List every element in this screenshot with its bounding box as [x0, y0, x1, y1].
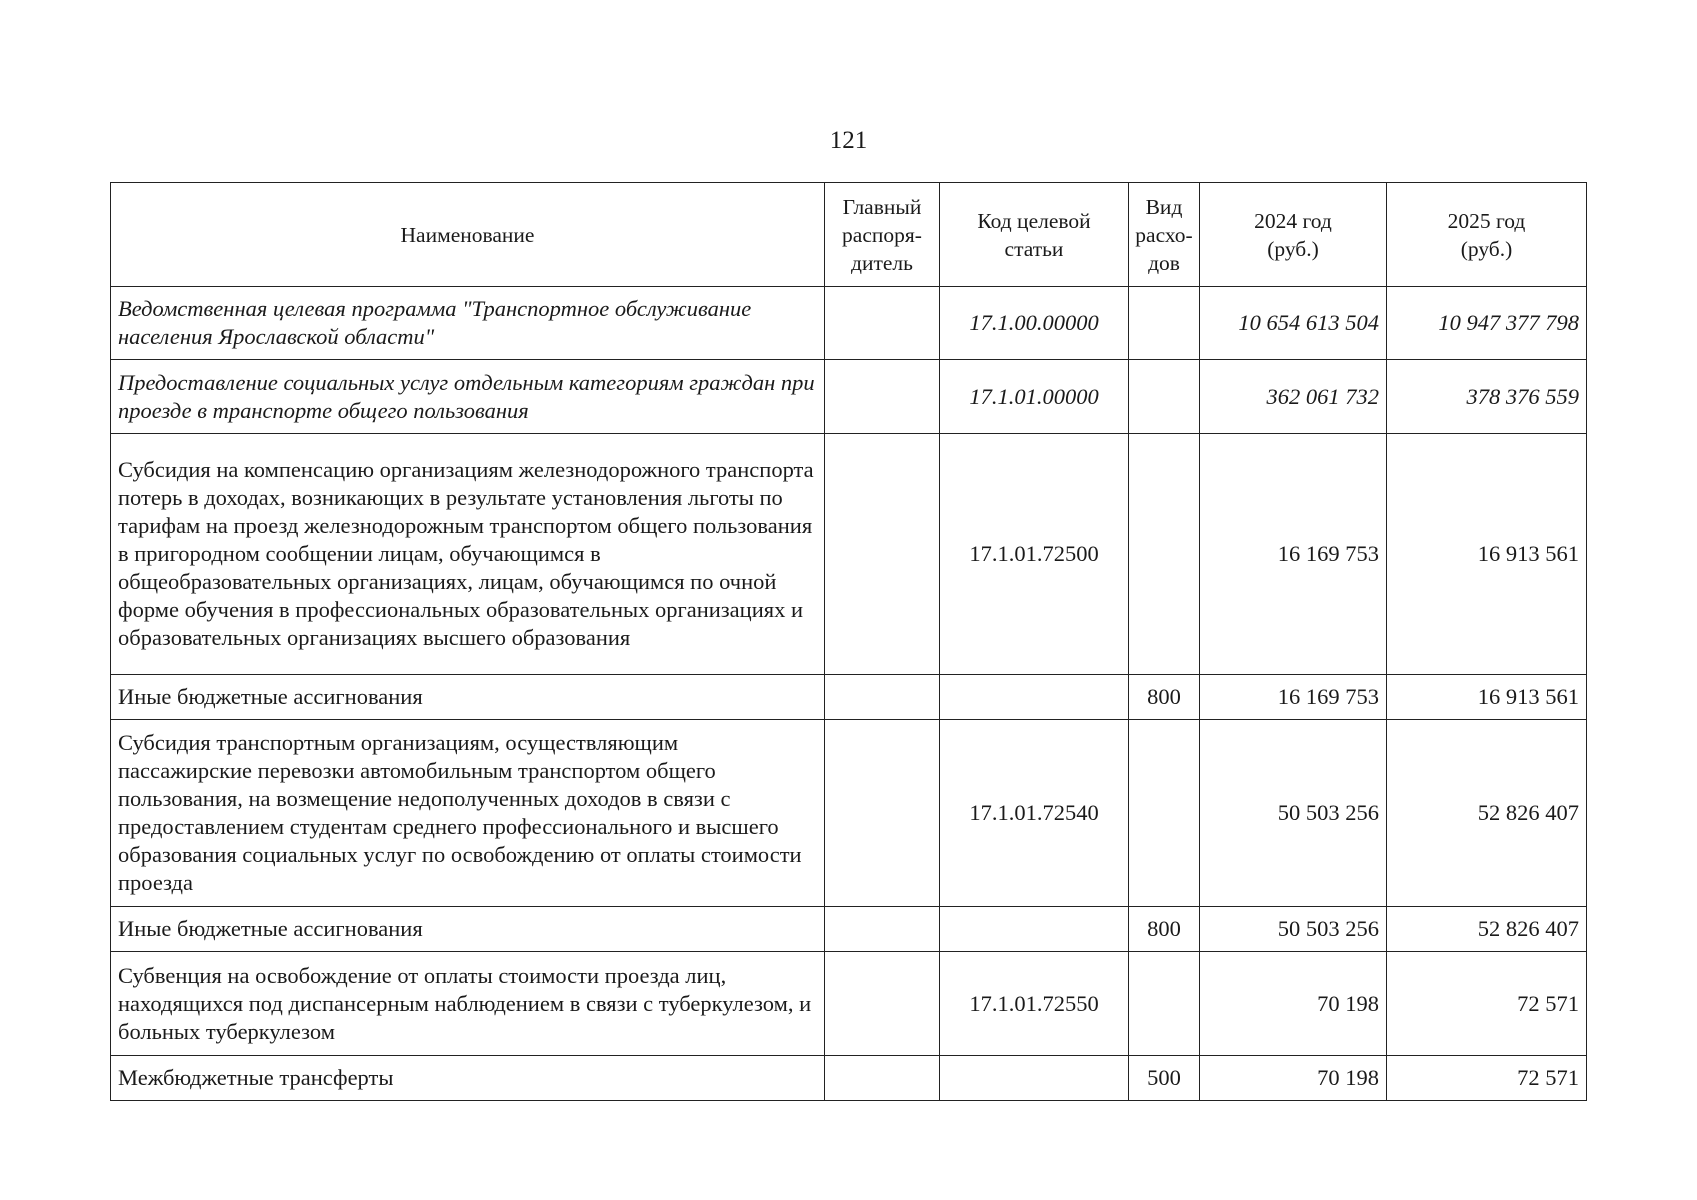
row-kind [1129, 952, 1200, 1056]
row-2025: 52 826 407 [1387, 720, 1587, 907]
row-2025: 72 571 [1387, 952, 1587, 1056]
row-2024: 362 061 732 [1200, 360, 1387, 434]
table-row [111, 675, 1587, 720]
table-row [111, 1056, 1587, 1101]
column-header-manager: Главный распоря- дитель [825, 183, 940, 287]
row-name: Иные бюджетные ассигнования [111, 675, 825, 720]
row-2025: 10 947 377 798 [1387, 287, 1587, 360]
page-number: 121 [829, 127, 868, 154]
table-row [111, 434, 1587, 675]
column-header-kind: Вид расхо- дов [1129, 183, 1200, 287]
row-2024: 16 169 753 [1200, 434, 1387, 675]
row-code: 17.1.01.72550 [940, 952, 1129, 1056]
row-name: Субсидия транспортным организациям, осуществляющим пассажирские перевозки автомобильным транспортом общего пользования, на возмещение недополученных доходов в связи с предоставлением студентам среднего профессионального и высшего образования социальных услуг по освобождению от оплаты стоимости проезда [111, 720, 825, 907]
table-row [111, 287, 1587, 360]
row-kind [1129, 720, 1200, 907]
row-kind: 800 [1129, 907, 1200, 952]
table-row [111, 720, 1587, 907]
row-name: Межбюджетные трансферты [111, 1056, 825, 1101]
row-manager [825, 907, 940, 952]
budget-table [110, 182, 1587, 1101]
row-2024: 50 503 256 [1200, 720, 1387, 907]
column-header-2024: 2024 год (руб.) [1200, 183, 1387, 287]
row-2025: 378 376 559 [1387, 360, 1587, 434]
row-code: 17.1.01.00000 [940, 360, 1129, 434]
row-manager [825, 360, 940, 434]
row-code [940, 675, 1129, 720]
row-code [940, 1056, 1129, 1101]
row-code: 17.1.01.72540 [940, 720, 1129, 907]
row-kind [1129, 434, 1200, 675]
row-code: 17.1.01.72500 [940, 434, 1129, 675]
row-2024: 70 198 [1200, 1056, 1387, 1101]
row-2025: 16 913 561 [1387, 675, 1587, 720]
row-2024: 16 169 753 [1200, 675, 1387, 720]
row-manager [825, 1056, 940, 1101]
row-manager [825, 287, 940, 360]
row-2025: 72 571 [1387, 1056, 1587, 1101]
row-manager [825, 952, 940, 1056]
row-name: Субвенция на освобождение от оплаты стоимости проезда лиц, находящихся под диспансерным наблюдением в связи с туберкулезом, и больных туберкулезом [111, 952, 825, 1056]
table-row [111, 907, 1587, 952]
row-manager [825, 675, 940, 720]
row-name: Иные бюджетные ассигнования [111, 907, 825, 952]
row-2024: 10 654 613 504 [1200, 287, 1387, 360]
row-kind [1129, 360, 1200, 434]
row-name: Предоставление социальных услуг отдельным категориям граждан при проезде в транспорте общего пользования [111, 360, 825, 434]
row-2025: 52 826 407 [1387, 907, 1587, 952]
row-kind: 500 [1129, 1056, 1200, 1101]
row-2024: 50 503 256 [1200, 907, 1387, 952]
row-name: Ведомственная целевая программа "Транспортное обслуживание населения Ярославской области" [111, 287, 825, 360]
row-2025: 16 913 561 [1387, 434, 1587, 675]
row-2024: 70 198 [1200, 952, 1387, 1056]
table-header-row [111, 183, 1587, 287]
table-row [111, 360, 1587, 434]
row-kind [1129, 287, 1200, 360]
column-header-2025: 2025 год (руб.) [1387, 183, 1587, 287]
row-name: Субсидия на компенсацию организациям железнодорожного транспорта потерь в доходах, возникающих в результате установления льготы по тарифам на проезд железнодорожным транспортом общего пользования в пригородном сообщении лицам, обучающимся в общеобразовательных организациях, лицам, обучающимся по очной форме обучения в профессиональных образовательных организациях и образовательных организациях высшего образования [111, 434, 825, 675]
row-manager [825, 434, 940, 675]
row-code: 17.1.00.00000 [940, 287, 1129, 360]
table-row [111, 952, 1587, 1056]
column-header-code: Код целевой статьи [940, 183, 1129, 287]
row-manager [825, 720, 940, 907]
row-kind: 800 [1129, 675, 1200, 720]
row-code [940, 907, 1129, 952]
column-header-name: Наименование [111, 183, 825, 287]
